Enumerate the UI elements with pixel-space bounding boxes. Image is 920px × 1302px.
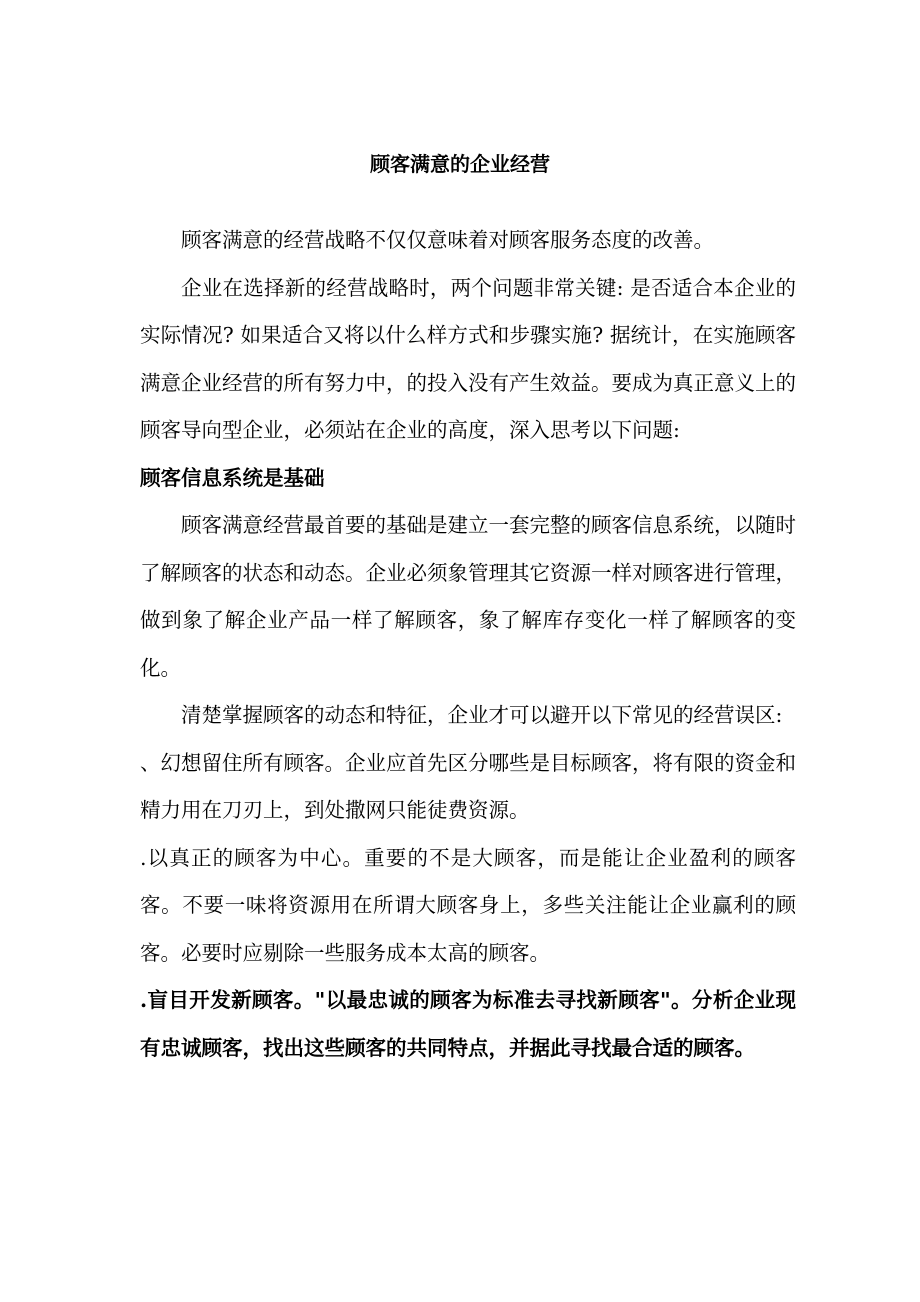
paragraph-intro: 顾客满意的经营战略不仅仅意味着对顾客服务态度的改善。: [181, 228, 714, 252]
document-body: [140, 217, 796, 1072]
paragraph-misconceptions: 清楚掌握顾客的动态和特征，企业才可以避开以下常见的经营误区:: [181, 703, 783, 727]
document-title: 顾客满意的企业经营: [370, 152, 550, 176]
list-item-customer-centric: .以真正的顾客为中心。重要的不是大顾客，而是能让企业盈利的顾客客。不要一味将资源用在所谓大顾客身上，多些关注能让企业赢利的顾客。必要时应剔除一些服务成本太高的顾客。: [140, 845, 796, 965]
list-item-new-customers: .盲目开发新顾客。"以最忠诚的顾客为标准去寻找新顾客"。分析企业现有忠诚顾客，找出这些顾客的共同特点，并据此寻找最合适的顾客。: [140, 988, 796, 1060]
paragraph-key-questions: 企业在选择新的经营战略时，两个问题非常关键: 是否适合本企业的实际情况? 如果适合又将以什么样方式和步骤实施? 据统计，在实施顾客满意企业经营的所有努力中，的投入没有产生效益。要成为真正意义上的顾客导向型企业，必须站在企业的高度，深入思考以下问题:: [140, 275, 796, 442]
paragraph-info-system: 顾客满意经营最首要的基础是建立一套完整的顾客信息系统，以随时了解顾客的状态和动态。企业必须象管理其它资源一样对顾客进行管理，做到象了解企业产品一样了解顾客，象了解库存变化一样了解顾客的变化。: [140, 513, 796, 680]
section-heading: 顾客信息系统是基础: [140, 465, 325, 490]
list-item-retain-all: 、幻想留住所有顾客。企业应首先区分哪些是目标顾客，将有限的资金和精力用在刀刃上，到处撒网只能徒费资源。: [140, 750, 796, 822]
